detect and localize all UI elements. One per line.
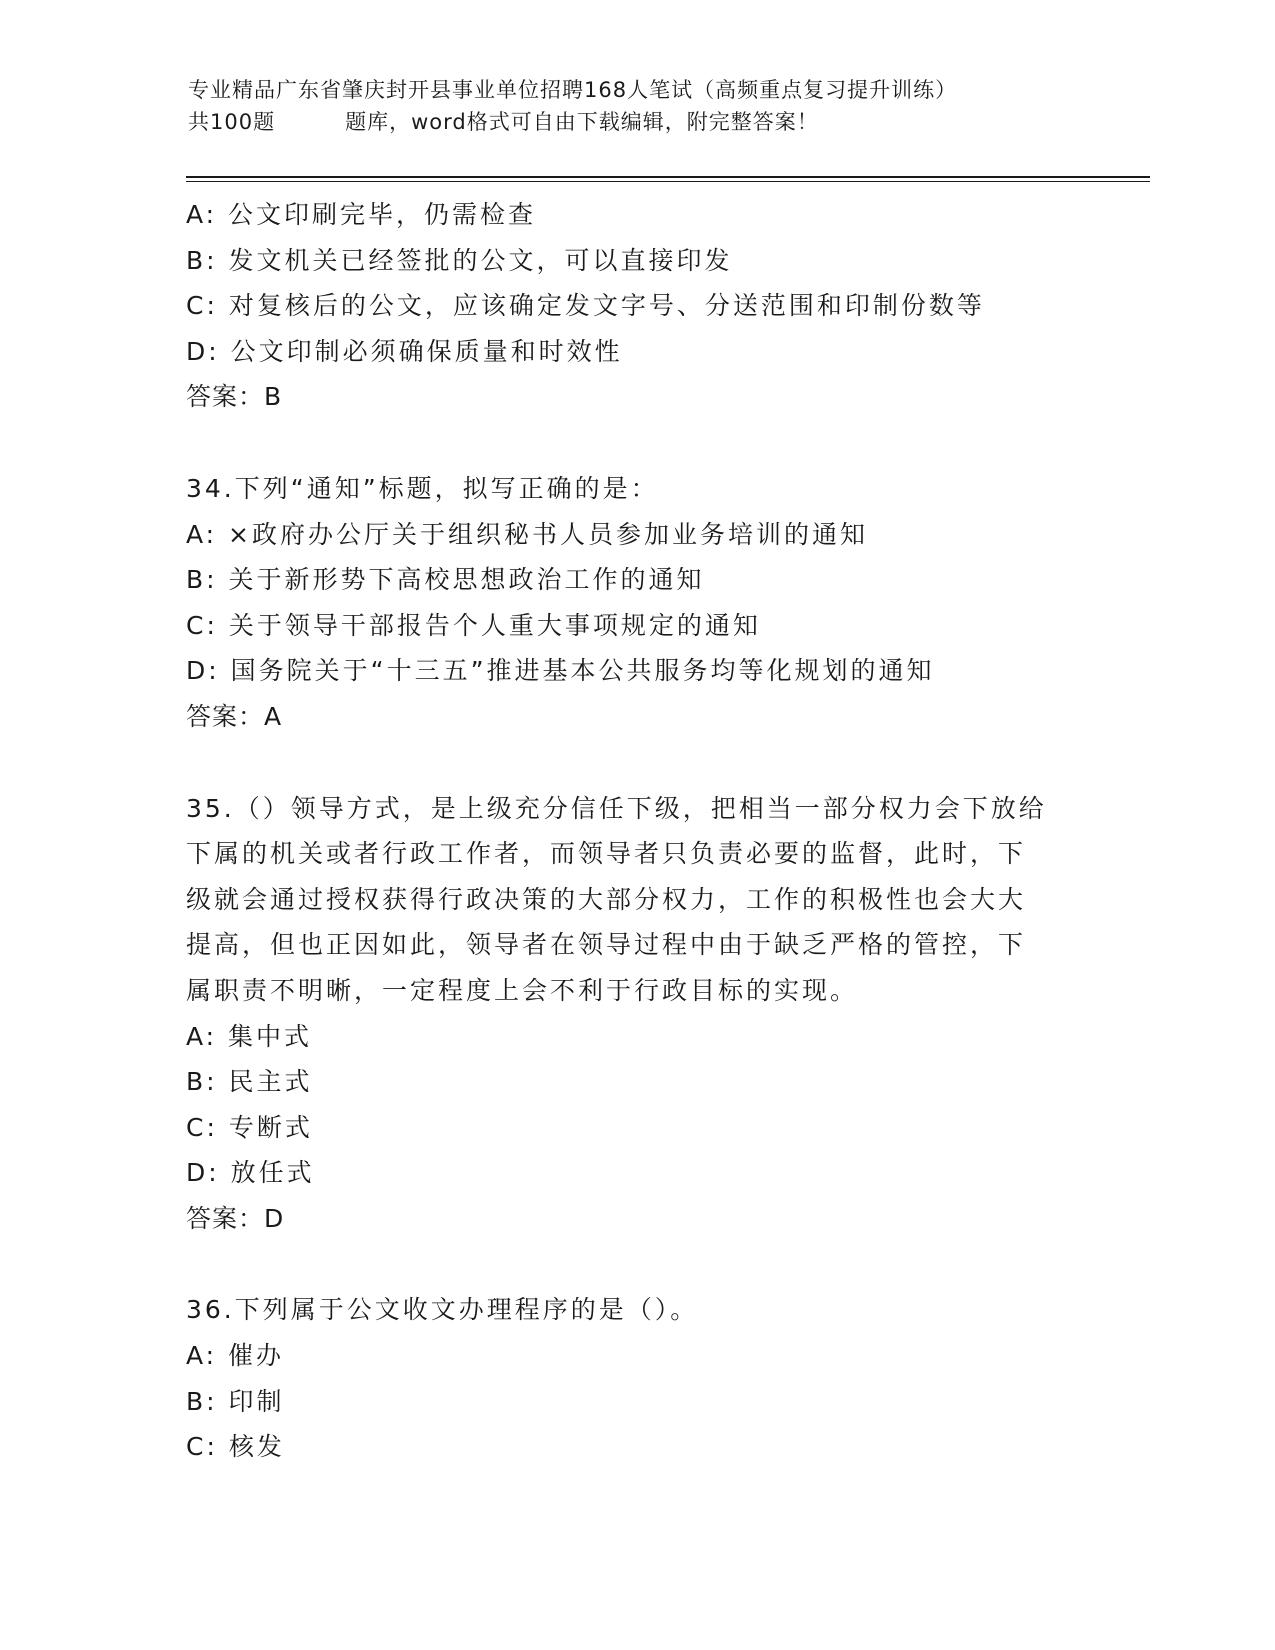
question-stem-line: 提高，但也正因如此，领导者在领导过程中由于缺乏严格的管控，下: [186, 930, 1027, 960]
spacer: [186, 1241, 1086, 1287]
option-d: D: 国务院关于“十三五”推进基本公共服务均等化规划的通知: [186, 656, 935, 686]
answer-34: 答案：A: [186, 701, 283, 731]
spacer: [186, 740, 1086, 786]
option-a: A: 催办: [186, 1341, 285, 1371]
question-34: [186, 466, 1086, 740]
header-count: 共100题: [188, 110, 276, 134]
option-d: D: 放任式: [186, 1158, 315, 1188]
option-b: B: 民主式: [186, 1067, 313, 1097]
question-stem-line: 35.（）领导方式，是上级充分信任下级，把相当一部分权力会下放给: [186, 793, 1047, 823]
question-stem: 36.下列属于公文收文办理程序的是（）。: [186, 1295, 699, 1325]
option-a: A: 集中式: [186, 1021, 313, 1051]
question-stem-line: 属职责不明晰，一定程度上会不利于行政目标的实现。: [186, 975, 859, 1005]
question-35: [186, 786, 1086, 1242]
question-stem: 34.下列“通知”标题，拟写正确的是：: [186, 473, 659, 503]
option-c: C: 专断式: [186, 1112, 313, 1142]
document-header: [188, 74, 1088, 138]
question-33: [186, 192, 1086, 420]
header-title: 专业精品广东省肇庆封开县事业单位招聘168人笔试（高频重点复习提升训练）: [188, 78, 958, 102]
option-c: C: 关于领导干部报告个人重大事项规定的通知: [186, 610, 761, 640]
header-desc: 题库，word格式可自由下载编辑，附完整答案！: [345, 110, 819, 134]
question-36: [186, 1287, 1086, 1469]
option-c: C: 对复核后的公文，应该确定发文字号、分送范围和印制份数等: [186, 291, 985, 321]
option-d: D: 公文印制必须确保质量和时效性: [186, 336, 623, 366]
header-divider-thin: [186, 181, 1150, 182]
answer-33: 答案：B: [186, 382, 283, 412]
option-c: C: 核发: [186, 1432, 285, 1462]
option-b: B: 关于新形势下高校思想政治工作的通知: [186, 565, 705, 595]
header-subtitle: [188, 106, 1088, 138]
spacer: [186, 420, 1086, 466]
question-list: [186, 192, 1086, 1470]
question-stem-line: 级就会通过授权获得行政决策的大部分权力，工作的积极性也会大大: [186, 884, 1027, 914]
question-stem-line: 下属的机关或者行政工作者，而领导者只负责必要的监督，此时，下: [186, 839, 1027, 869]
option-b: B: 印制: [186, 1386, 285, 1416]
option-b: B: 发文机关已经签批的公文，可以直接印发: [186, 245, 733, 275]
option-a: A: ×政府办公厅关于组织秘书人员参加业务培训的通知: [186, 519, 868, 549]
header-divider-thick: [186, 176, 1150, 178]
option-a: A: 公文印刷完毕，仍需检查: [186, 200, 537, 229]
answer-35: 答案：D: [186, 1203, 285, 1233]
